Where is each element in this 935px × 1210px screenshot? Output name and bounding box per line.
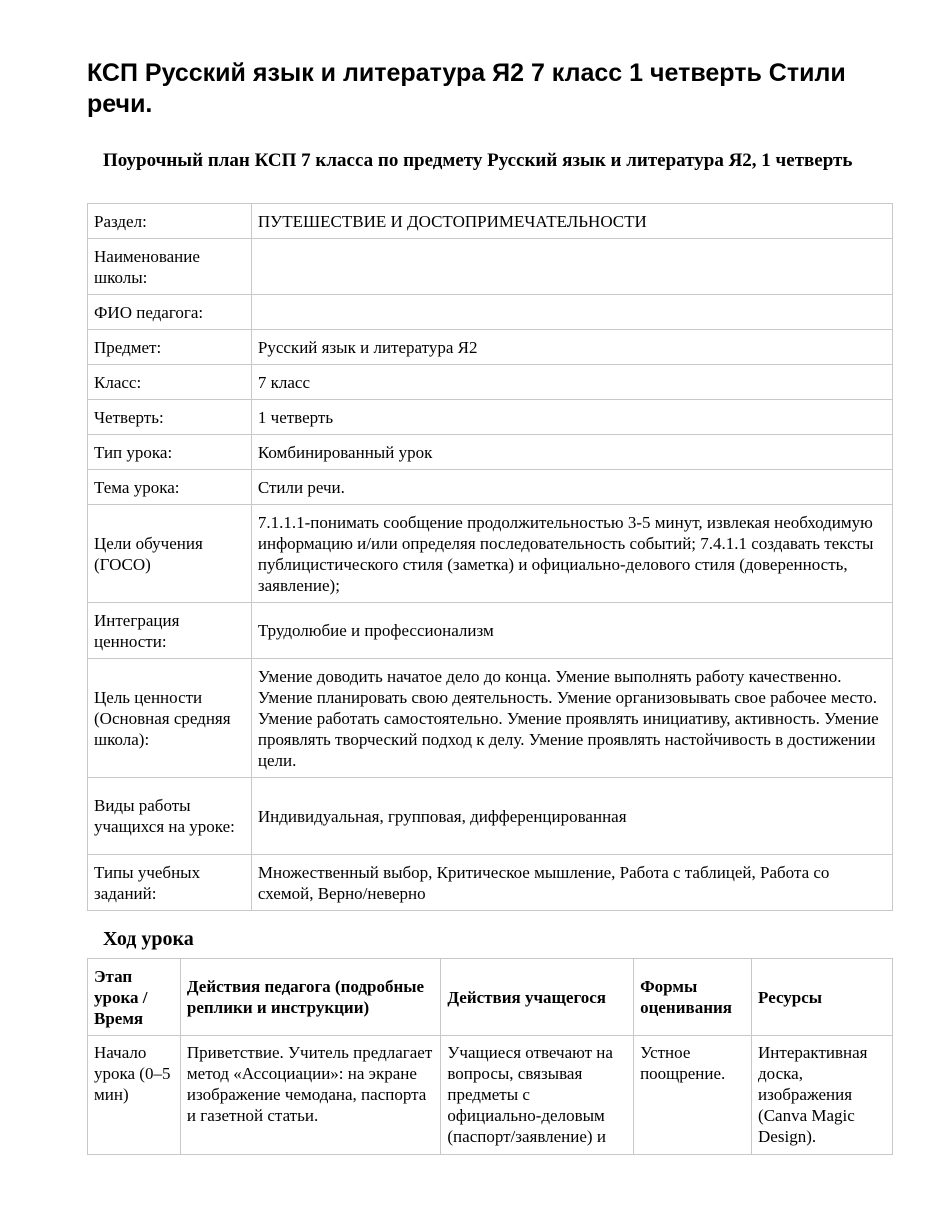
page-title: КСП Русский язык и литература Я2 7 класс 1 четверть Стили речи. — [87, 59, 846, 118]
table-row — [88, 659, 893, 778]
column-header-assessment: Формы оценивания — [634, 959, 752, 1036]
table-row — [88, 505, 893, 603]
row-value — [251, 295, 892, 330]
row-value — [251, 239, 892, 295]
row-value: Русский язык и литература Я2 — [251, 330, 892, 365]
column-header-stage: Этап урока / Время — [88, 959, 181, 1036]
table-header-row — [88, 959, 893, 1036]
column-header-teacher-actions: Действия педагога (подробные реплики и инструкции) — [180, 959, 441, 1036]
row-label: Тип урока: — [88, 435, 252, 470]
lesson-progress-heading: Ход урока — [103, 928, 194, 950]
table-row — [88, 435, 893, 470]
plan-heading: Поурочный план КСП 7 класса по предмету Русский язык и литература Я2, 1 четверть — [103, 150, 853, 171]
row-value: Стили речи. — [251, 470, 892, 505]
column-header-resources: Ресурсы — [752, 959, 893, 1036]
table-row — [88, 365, 893, 400]
table-row — [88, 603, 893, 659]
row-value: ПУТЕШЕСТВИЕ И ДОСТОПРИМЕЧАТЕЛЬНОСТИ — [251, 204, 892, 239]
table-row — [88, 470, 893, 505]
table-row — [88, 239, 893, 295]
row-value: Комбинированный урок — [251, 435, 892, 470]
table-row — [88, 855, 893, 911]
row-value: Трудолюбие и профессионализм — [251, 603, 892, 659]
row-value: Индивидуальная, групповая, дифференцированная — [251, 778, 892, 855]
row-value: Множественный выбор, Критическое мышление, Работа с таблицей, Работа со схемой, Верно/неверно — [251, 855, 892, 911]
table-row — [88, 400, 893, 435]
row-label: Наименование школы: — [88, 239, 252, 295]
row-label: Предмет: — [88, 330, 252, 365]
assessment-cell: Устное поощрение. — [634, 1036, 752, 1155]
student-actions-cell: Учащиеся отвечают на вопросы, связывая предметы с официально-деловым (паспорт/заявление) и — [441, 1036, 634, 1155]
table-row — [88, 295, 893, 330]
row-label: Интеграция ценности: — [88, 603, 252, 659]
resources-cell: Интерактивная доска, изображения (Canva Magic Design). — [752, 1036, 893, 1155]
table-row — [88, 204, 893, 239]
row-value: 7 класс — [251, 365, 892, 400]
row-label: Цель ценности (Основная средняя школа): — [88, 659, 252, 778]
row-label: Типы учебных заданий: — [88, 855, 252, 911]
row-label: Раздел: — [88, 204, 252, 239]
row-label: Цели обучения (ГОСО) — [88, 505, 252, 603]
lesson-progress-table — [87, 958, 893, 1155]
stage-cell: Начало урока (0–5 мин) — [88, 1036, 181, 1155]
row-value: Умение доводить начатое дело до конца. Умение выполнять работу качественно. Умение планировать свою деятельность. Умение организовывать свое рабочее место. Умение работать самостоятельно. Умение проявлять инициативу, активность. Умение проявлять творческий подход к делу. Умение проявлять настойчивость в достижении цели. — [251, 659, 892, 778]
row-value: 1 четверть — [251, 400, 892, 435]
row-label: Тема урока: — [88, 470, 252, 505]
lesson-info-table — [87, 203, 893, 911]
row-label: ФИО педагога: — [88, 295, 252, 330]
row-value: 7.1.1.1-понимать сообщение продолжительностью 3-5 минут, извлекая необходимую информацию и/или определяя последовательность событий; 7.4.1.1 создавать тексты публицистического стиля (заметка) и официально-делового стиля (доверенность, заявление); — [251, 505, 892, 603]
row-label: Виды работы учащихся на уроке: — [88, 778, 252, 855]
column-header-student-actions: Действия учащегося — [441, 959, 634, 1036]
row-label: Класс: — [88, 365, 252, 400]
teacher-actions-cell: Приветствие. Учитель предлагает метод «Ассоциации»: на экране изображение чемодана, паспорта и газетной статьи. — [180, 1036, 441, 1155]
table-row — [88, 778, 893, 855]
row-label: Четверть: — [88, 400, 252, 435]
table-row — [88, 330, 893, 365]
table-row — [88, 1036, 893, 1155]
